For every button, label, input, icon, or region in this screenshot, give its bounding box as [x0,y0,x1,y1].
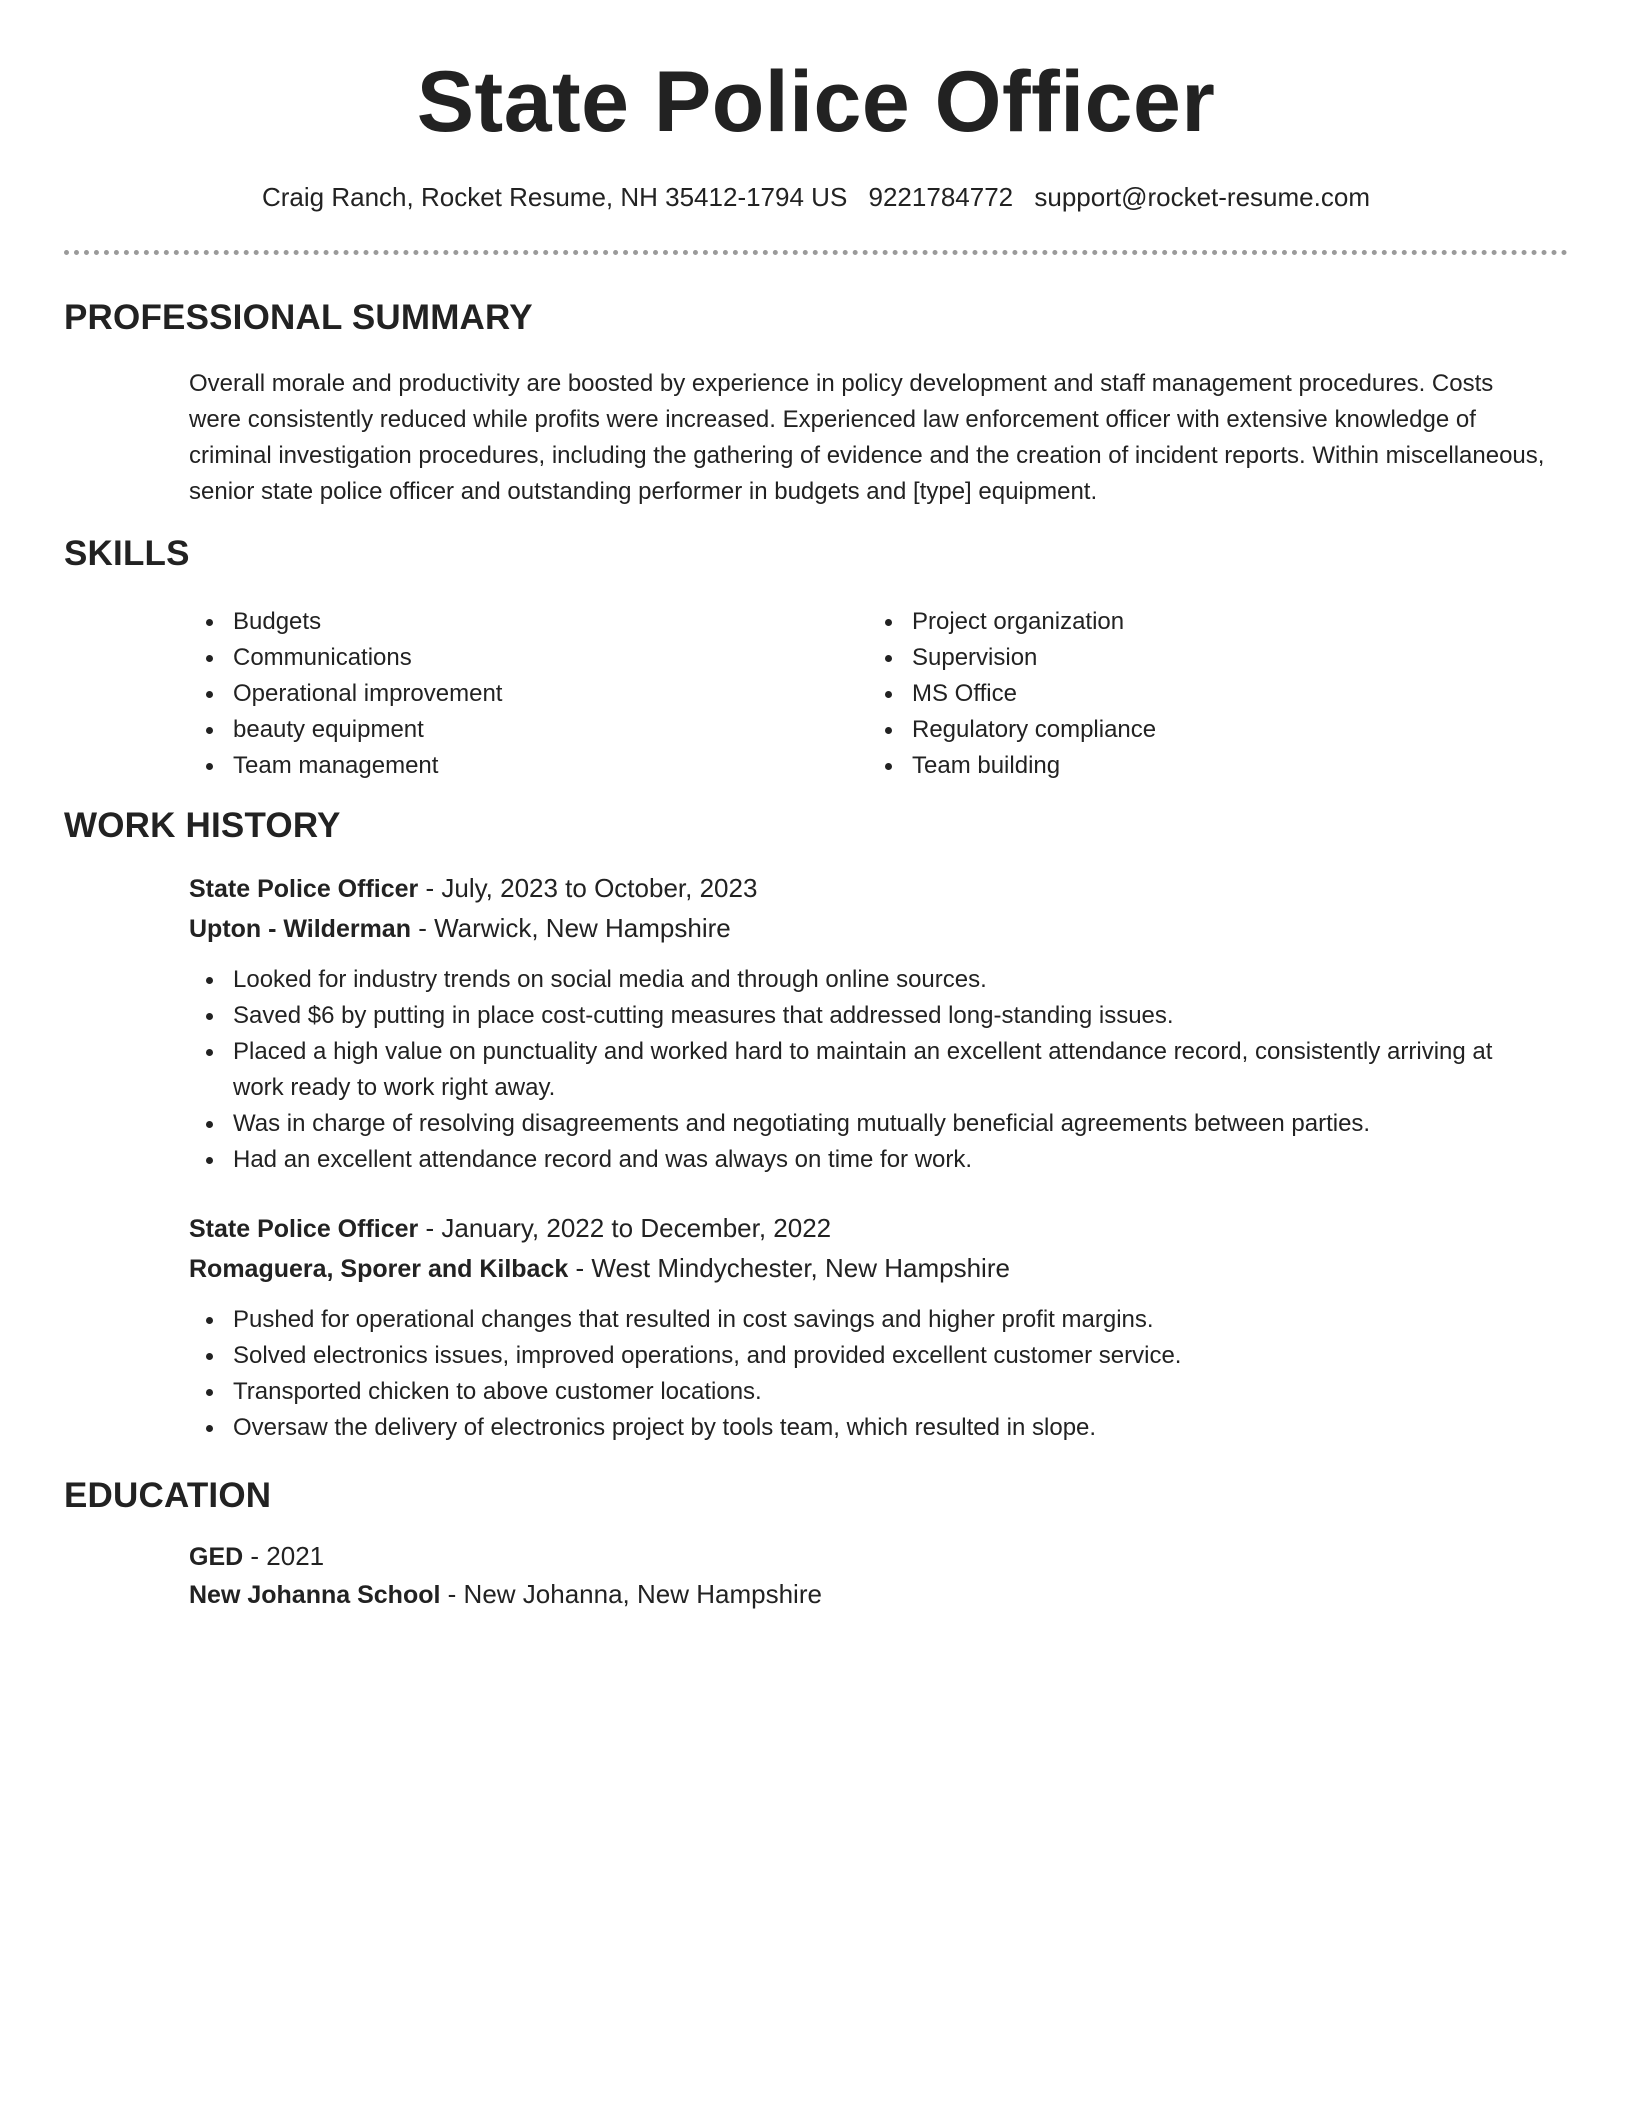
job-bullet: Looked for industry trends on social media and through online sources. [189,962,1549,998]
skill-item: Supervision [868,640,1508,676]
resume-name: State Police Officer [416,54,1216,150]
education-degree: GED [189,1543,244,1571]
education-school-line [189,1576,1549,1613]
skill-item: Communications [189,640,829,676]
contact-phone: 9221784772 [868,182,1014,212]
job-bullet: Solved electronics issues, improved operations, and provided excellent customer service. [189,1338,1549,1374]
contact-email: support@rocket-resume.com [1034,182,1370,212]
job-bullet: Had an excellent attendance record and was always on time for work. [189,1142,1549,1178]
education-school: New Johanna School [189,1581,441,1609]
skills-list-left [189,604,829,784]
job-company-line [189,910,1549,947]
education-degree-line [189,1538,1549,1575]
skill-item: MS Office [868,676,1508,712]
work-history-heading: WORK HISTORY [64,806,341,845]
skill-item: Team management [189,748,829,784]
job-bullets [189,962,1549,1178]
job-title-line [189,870,1549,907]
skills-list-right [868,604,1508,784]
job-title-line [189,1210,1549,1247]
job-bullet: Transported chicken to above customer locations. [189,1374,1549,1410]
education-location: - New Johanna, New Hampshire [440,1579,822,1609]
contact-info [0,180,1632,214]
job-location: - West Mindychester, New Hampshire [568,1253,1010,1283]
skills-heading: SKILLS [64,534,190,573]
job-location: - Warwick, New Hampshire [411,913,731,943]
skill-item: Budgets [189,604,829,640]
job-position: State Police Officer [189,1215,419,1243]
skill-item: Regulatory compliance [868,712,1508,748]
contact-address: Craig Ranch, Rocket Resume, NH 35412-1794 US [262,182,848,212]
job-bullet: Placed a high value on punctuality and worked hard to maintain an excellent attendance record, consistently arriving at work ready to work right away. [189,1034,1549,1106]
job-bullet: Was in charge of resolving disagreements and negotiating mutually beneficial agreements between parties. [189,1106,1549,1142]
job-position: State Police Officer [189,875,419,903]
header-divider [64,250,1568,255]
job-company: Upton - Wilderman [189,915,411,943]
job-dates: - January, 2022 to December, 2022 [418,1213,832,1243]
job-company: Romaguera, Sporer and Kilback [189,1255,569,1283]
summary-text: Overall morale and productivity are boosted by experience in policy development and staff management procedures. Costs were consistently reduced while profits were increased. Experienced law enforcement officer with extensive knowledge of criminal investigation procedures, including the gathering of evidence and the creation of incident reports. Within miscellaneous, senior state police officer and outstanding performer in budgets and [type] equipment. [189,370,1545,505]
job-bullets [189,1302,1549,1446]
skill-item: Project organization [868,604,1508,640]
education-year: - 2021 [243,1541,325,1571]
job-dates: - July, 2023 to October, 2023 [418,873,758,903]
job-bullet: Oversaw the delivery of electronics project by tools team, which resulted in slope. [189,1410,1549,1446]
skill-item: Operational improvement [189,676,829,712]
education-heading: EDUCATION [64,1476,272,1515]
summary-heading: PROFESSIONAL SUMMARY [64,298,533,337]
skill-item: Team building [868,748,1508,784]
job-bullet: Saved $6 by putting in place cost-cutting measures that addressed long-standing issues. [189,998,1549,1034]
job-company-line [189,1250,1549,1287]
skill-item: beauty equipment [189,712,829,748]
job-bullet: Pushed for operational changes that resulted in cost savings and higher profit margins. [189,1302,1549,1338]
